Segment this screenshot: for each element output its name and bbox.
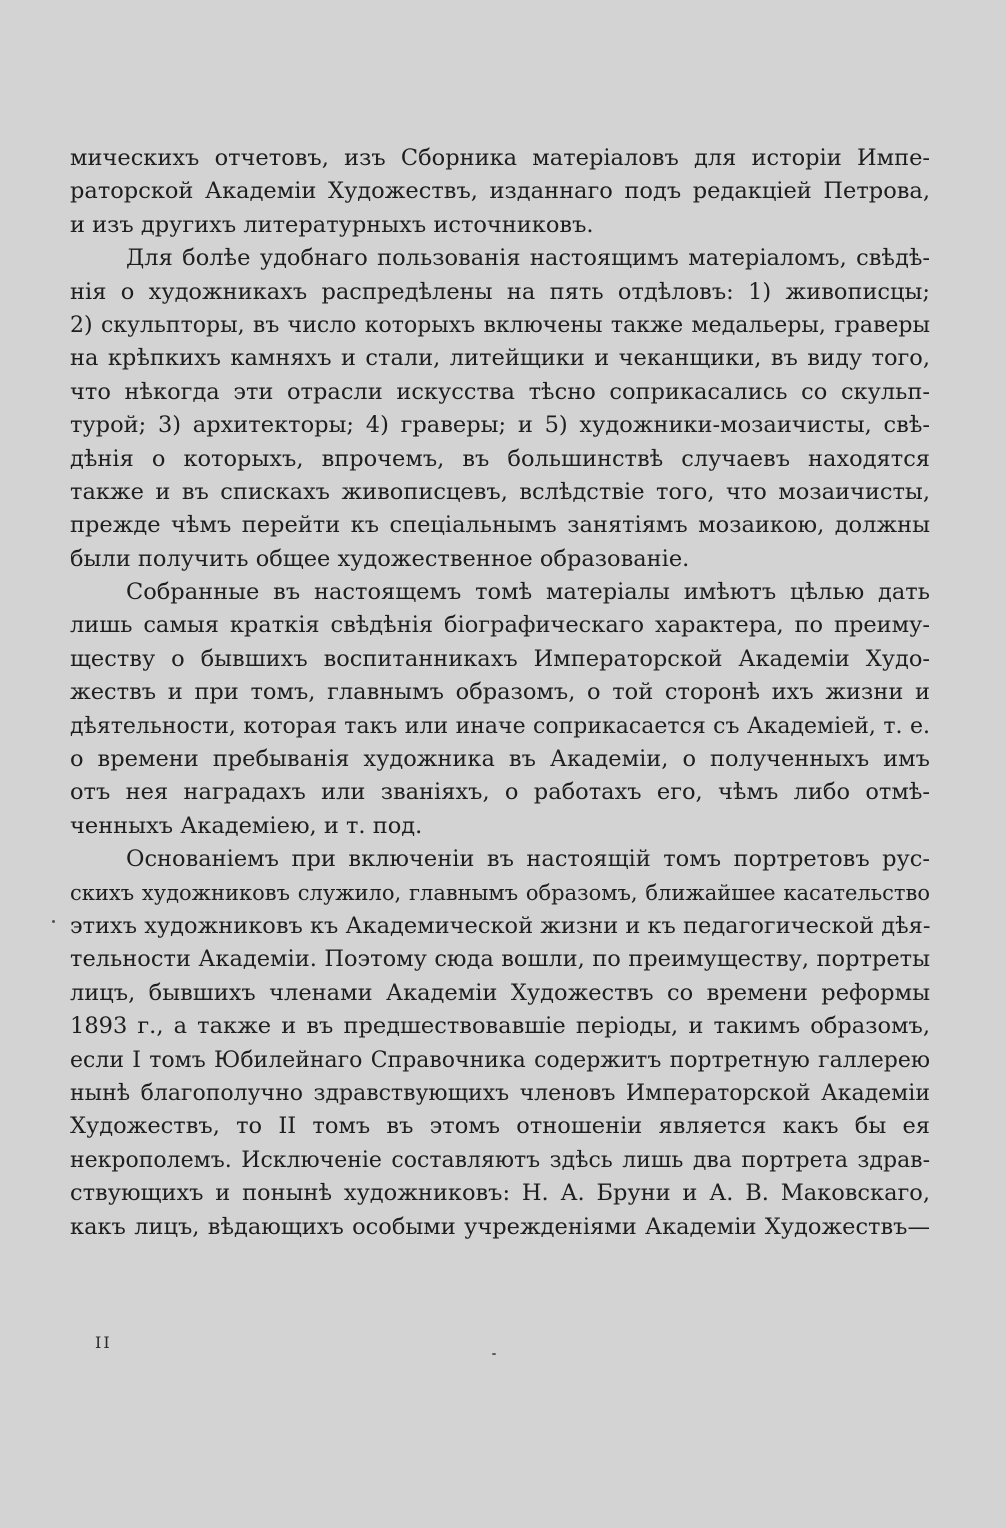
text-line: 1893 г., а также и въ предшествовавшіе періоды, и такимъ образомъ, bbox=[70, 1013, 930, 1040]
text-line: были получить общее художественное образованіе. bbox=[70, 545, 690, 572]
text-line: ствующихъ и понынѣ художниковъ: Н. А. Бруни и А. В. Маковскаго, bbox=[70, 1180, 930, 1207]
text-line: и изъ другихъ литературныхъ источниковъ. bbox=[70, 211, 594, 238]
paragraph-start-line: Основаніемъ при включеніи въ настоящій томъ портретовъ рус- bbox=[126, 846, 930, 873]
text-line: если I томъ Юбилейнаго Справочника содержитъ портретную галлерею bbox=[70, 1047, 930, 1073]
body-text bbox=[70, 142, 930, 1244]
text-line: отъ нея наградахъ или званіяхъ, о работахъ его, чѣмъ либо отмѣ- bbox=[70, 779, 930, 806]
text-line: прежде чѣмъ перейти къ спеціальнымъ занятіямъ мозаикою, должны bbox=[70, 512, 930, 539]
text-line: раторской Академіи Художествъ, изданнаго подъ редакціей Петрова, bbox=[70, 178, 930, 205]
text-line: этихъ художниковъ къ Академической жизни и къ педагогической дѣя- bbox=[70, 912, 931, 939]
text-line: скихъ художниковъ служило, главнымъ образомъ, ближайшее касательство bbox=[70, 880, 930, 905]
text-line: тельности Академіи. Поэтому сюда вошли, по преимуществу, портреты bbox=[70, 946, 930, 973]
text-line: также и въ спискахъ живописцевъ, вслѣдствіе того, что мозаичисты, bbox=[70, 478, 930, 505]
text-line: некрополемъ. Исключеніе составляютъ здѣсь лишь два портрета здрав- bbox=[70, 1147, 930, 1173]
text-line: на крѣпкихъ камняхъ и стали, литейщики и чеканщики, въ виду того, bbox=[70, 345, 930, 372]
text-line: Художествъ, то II томъ въ этомъ отношеніи является какъ бы ея bbox=[70, 1113, 930, 1140]
page-number: II bbox=[95, 1333, 112, 1352]
text-line: мическихъ отчетовъ, изъ Сборника матеріаловъ для исторіи Импе- bbox=[70, 145, 930, 171]
text-line: какъ лицъ, вѣдающихъ особыми учрежденіями Академіи Художествъ— bbox=[70, 1213, 930, 1240]
text-line: жествъ и при томъ, главнымъ образомъ, о той сторонѣ ихъ жизни и bbox=[70, 679, 930, 706]
text-line: ществу о бывшихъ воспитанникахъ Императорской Академіи Худо- bbox=[70, 645, 930, 672]
text-line: ченныхъ Академіею, и т. под. bbox=[70, 812, 423, 839]
text-line: лишь самыя краткія свѣдѣнія біографическаго характера, по преиму- bbox=[70, 612, 930, 639]
text-line: что нѣкогда эти отрасли искусства тѣсно соприкасались со скульп- bbox=[70, 378, 930, 405]
text-line: турой; 3) архитекторы; 4) граверы; и 5) художники-мозаичисты, свѣ- bbox=[70, 412, 930, 439]
paragraph-start-line: Для болѣе удобнаго пользованія настоящимъ матеріаломъ, свѣдѣ- bbox=[126, 245, 930, 272]
text-line: дѣнія о которыхъ, впрочемъ, въ большинствѣ случаевъ находятся bbox=[70, 445, 930, 472]
paragraph-start-line: Собранные въ настоящемъ томѣ матеріалы имѣютъ цѣлью дать bbox=[126, 579, 930, 606]
text-line: нія о художникахъ распредѣлены на пять отдѣловъ: 1) живописцы; bbox=[70, 278, 930, 305]
text-line: 2) скульпторы, въ число которыхъ включены также медальеры, граверы bbox=[70, 312, 930, 338]
text-line: дѣятельности, которая такъ или иначе соприкасается съ Академіей, т. е. bbox=[70, 713, 930, 739]
print-speck bbox=[492, 1353, 496, 1355]
text-line: нынѣ благополучно здравствующихъ членовъ Императорской Академіи bbox=[70, 1080, 930, 1106]
text-line: лицъ, бывшихъ членами Академіи Художествъ со времени реформы bbox=[70, 979, 930, 1006]
text-line: о времени пребыванія художника въ Академіи, о полученныхъ имъ bbox=[70, 746, 930, 773]
print-speck bbox=[52, 920, 55, 923]
